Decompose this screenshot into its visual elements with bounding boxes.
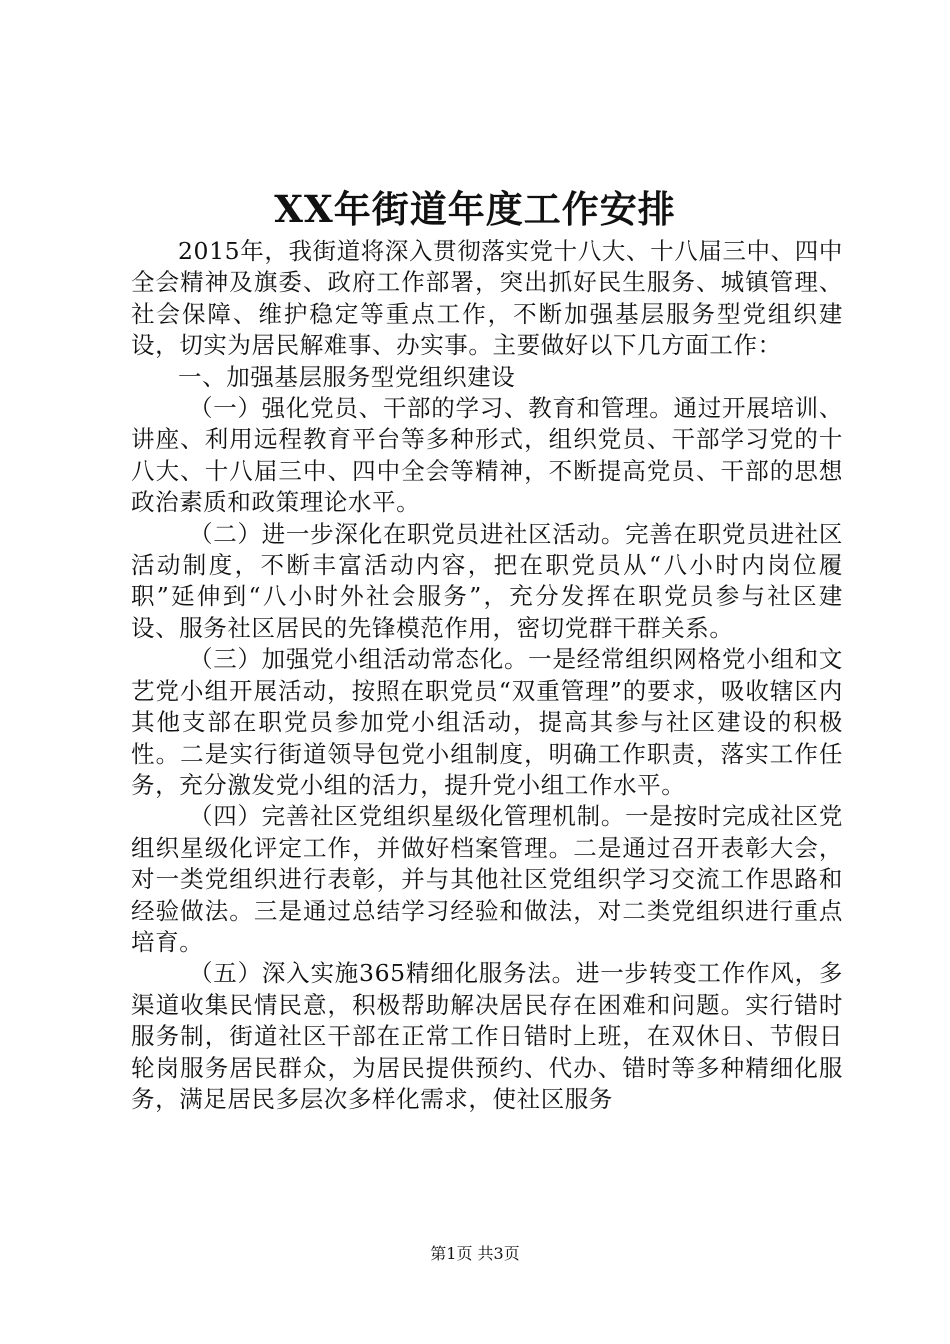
- paragraph-item-5: （五）深入实施365精细化服务法。进一步转变工作作风，多渠道收集民情民意，积极帮助解决居民存在困难和问题。实行错时服务制，街道社区干部在正常工作日错时上班，在双休日、节假日轮岗服务居民群众，为居民提供预约、代办、错时等多种精细化服务，满足居民多层次多样化需求，使社区服务: [131, 959, 843, 1113]
- document-body: [131, 236, 843, 1115]
- paragraph-item-3: （三）加强党小组活动常态化。一是经常组织网格党小组和文艺党小组开展活动，按照在职党员“双重管理”的要求，吸收辖区内其他支部在职党员参加党小组活动，提高其参与社区建设的积极性。二是实行街道领导包党小组制度，明确工作职责，落实工作任务，充分激发党小组的活力，提升党小组工作水平。: [131, 645, 843, 799]
- paragraph-item-1: （一）强化党员、干部的学习、教育和管理。通过开展培训、讲座、利用远程教育平台等多种形式，组织党员、干部学习党的十八大、十八届三中、四中全会等精神，不断提高党员、干部的思想政治素质和政策理论水平。: [131, 394, 843, 517]
- page-number-footer: 第1页 共3页: [430, 1244, 520, 1263]
- paragraph-item-4: （四）完善社区党组织星级化管理机制。一是按时完成社区党组织星级化评定工作，并做好档案管理。二是通过召开表彰大会，对一类党组织进行表彰，并与其他社区党组织学习交流工作思路和经验做法。三是通过总结学习经验和做法，对二类党组织进行重点培育。: [131, 802, 843, 956]
- page-title: XX年街道年度工作安排: [274, 187, 676, 231]
- section-heading: 一、加强基层服务型党组织建设: [178, 362, 516, 391]
- paragraph-item-2: （二）进一步深化在职党员进社区活动。完善在职党员进社区活动制度，不断丰富活动内容，把在职党员从“八小时内岗位履职”延伸到“八小时外社会服务”，充分发挥在职党员参与社区建设、服务社区居民的先锋模范作用，密切党群干群关系。: [131, 519, 843, 642]
- intro-paragraph: 2015年，我街道将深入贯彻落实党十八大、十八届三中、四中全会精神及旗委、政府工作部署，突出抓好民生服务、城镇管理、社会保障、维护稳定等重点工作，不断加强基层服务型党组织建设，切实为居民解难事、办实事。主要做好以下几方面工作：: [131, 237, 843, 360]
